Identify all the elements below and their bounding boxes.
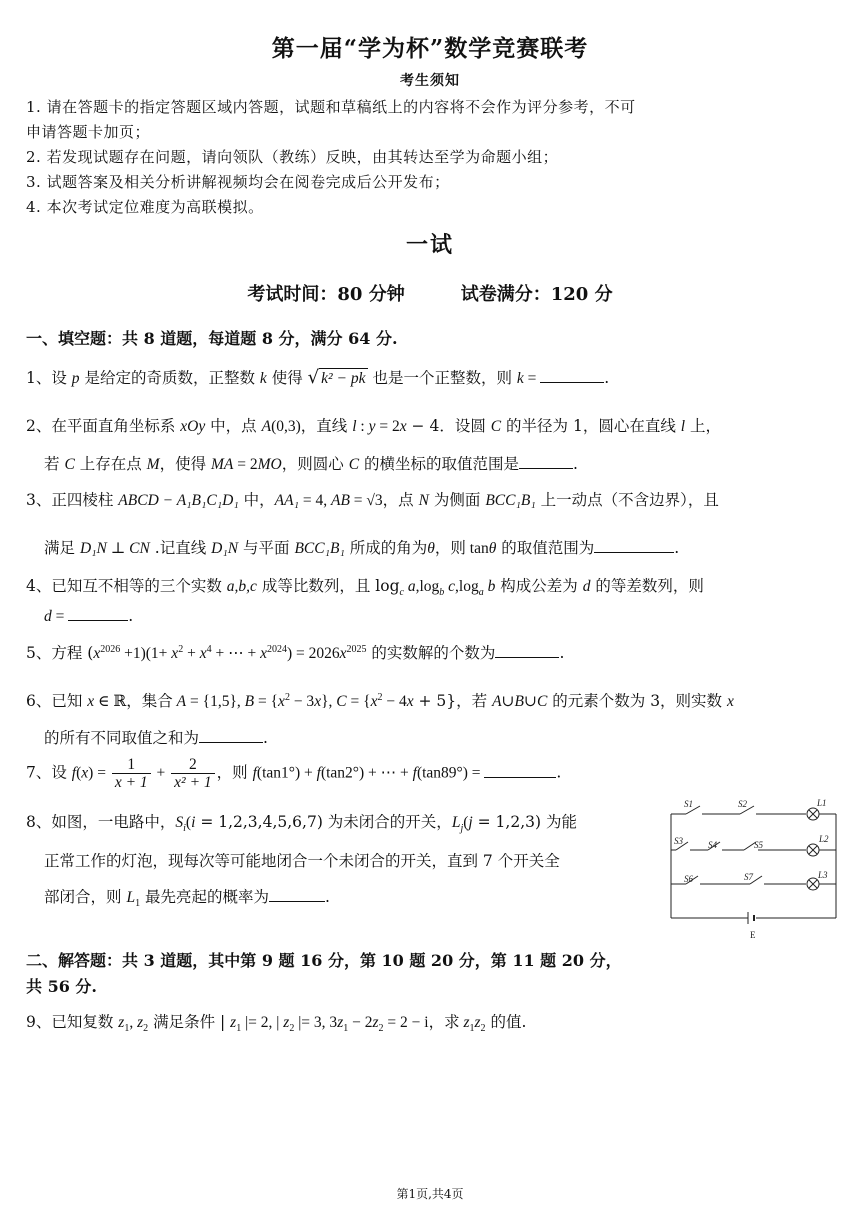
question-8-line-3: 部闭合，则 $L_1$ 最先亮起的概率为 . [44,888,330,910]
question-8: 8、如图，一电路中，$S_i(i = 1,2,3,4,5,6,7)$ 为未闭合的开关，$L_j(j = 1,2,3)$ 为能 [26,813,577,835]
fraction-2: $\frac{2}{\text{x² + 1}}$ [171,756,215,791]
answer-blank [594,538,674,553]
switch-label: S4 [708,840,717,850]
answer-blank [495,643,559,658]
answer-blank [484,763,556,778]
switch-label: S6 [684,874,693,884]
question-9: 9、已知复数 $z_1$, $z_2$ 满足条件 | $z_1$ |= 2, | $z_2$ |= 3, $3z_1 - 2z_2 = 2 - i$，求 $z_1z_2$ 的值. [26,1013,527,1035]
switch-label: S5 [754,840,763,850]
page-footer: 第1页,共4页 [396,1187,464,1201]
notice-line: 1. 请在答题卡的指定答题区域内答题，试题和草稿纸上的内容将不会作为评分参考，不可 [26,98,636,116]
switch-label: S1 [684,799,693,809]
question-4: 4、已知互不相等的三个实数 a,b,c 成等比数列，且 $\log_c a,\log_b$ $c,\log_a$ b 构成公差为 d 的等差数列，则 [26,577,704,599]
lamp-label: L1 [817,798,827,808]
answer-blank [269,887,325,902]
question-7: 7、设 f(x) = $\frac{1}{x + 1}$ + $\frac{2}{\text{x² + 1}}$ ，则 f(tan1°) + f(tan2°) + ⋯ + f(tan89°) = . [26,756,562,791]
lamp-label: L2 [819,834,829,844]
answer-blank [199,728,263,743]
section-1-heading: 一、填空题：共 8 道题，每道题 8 分，满分 64 分. [26,329,398,348]
circuit-diagram [668,798,840,943]
battery-label: E [750,930,756,940]
question-2: 2、在平面直角坐标系 xOy 中，点 A(0,3)，直线 l : y = 2x − 4．设圆 C 的半径为 1，圆心在直线 l 上， [26,417,722,435]
switch-label: S3 [674,836,683,846]
lamp-label: L3 [818,870,828,880]
paper-title: 第一届“学为杯”数学竞赛联考 [271,35,589,62]
notice-line: 3. 试题答案及相关分析讲解视频均会在阅卷完成后公开发布； [26,173,450,191]
question-3-line-2: 满足 D₁N ⊥ CN .记直线 D₁N 与平面 BCC₁B₁ 所成的角为θ，则 tanθ 的取值范围为 . [44,539,680,557]
part-title: 一试 [405,232,454,258]
switch-label: S7 [744,872,753,882]
notice-heading: 考生须知 [400,73,460,89]
switch-label: S2 [738,799,747,809]
question-8-line-2: 正常工作的灯泡，现每次等可能地闭合一个未闭合的开关，直到 7 个开关全 [44,852,560,870]
question-6: 6、已知 x ∈ ℝ，集合 A = {1,5}, $B = \{x^2 - 3x\}$, $C = \{x^2 - 4x + 5\}$，若 A∪B∪C 的元素个数为 3，则实数 x [26,692,734,711]
answer-blank [519,454,573,469]
exam-time: 考试时间：80 分钟 [247,284,405,305]
notice-line: 4. 本次考试定位难度为高联模拟。 [26,198,264,216]
notice-line: 2. 若发现试题存在问题，请向领队（教练）反映，由其转达至学为命题小组； [26,148,559,166]
question-5: 5、方程 $(x^{2026} +1)(1+ x^2 + x^4$ + ⋯ + $x^{2024}) = 2026x^{2025}$ 的实数解的个数为 . [26,644,565,663]
exam-info [0,280,860,306]
question-3: 3、正四棱柱 ABCD − A₁B₁C₁D₁ 中，AA₁ = 4, AB = √3，点 N 为侧面 BCC₁B₁ 上一动点（不含边界），且 [26,491,719,509]
fraction-1: $\frac{1}{x + 1}$ [112,756,151,791]
answer-blank [68,606,128,621]
notice-line: 申请答题卡加页； [26,123,151,141]
question-6-line-2: 的所有不同取值之和为 . [44,729,268,747]
question-4-line-2: d = . [44,607,134,625]
question-1: 1、设 p 是给定的奇质数，正整数 k 使得 √ k² − pk 也是一个正整数，则 k = . [26,367,610,388]
question-2-line-2: 若 C 上存在点 M，使得 MA = 2MO，则圆心 C 的横坐标的取值范围是 . [44,455,578,473]
answer-blank [540,368,604,383]
section-2-heading: 二、解答题：共 3 道题，其中第 9 题 16 分，第 10 题 20 分，第 11 题 20 分， [26,951,622,970]
section-2-heading-cont: 共 56 分. [26,977,97,996]
full-score: 试卷满分：120 分 [460,284,613,305]
